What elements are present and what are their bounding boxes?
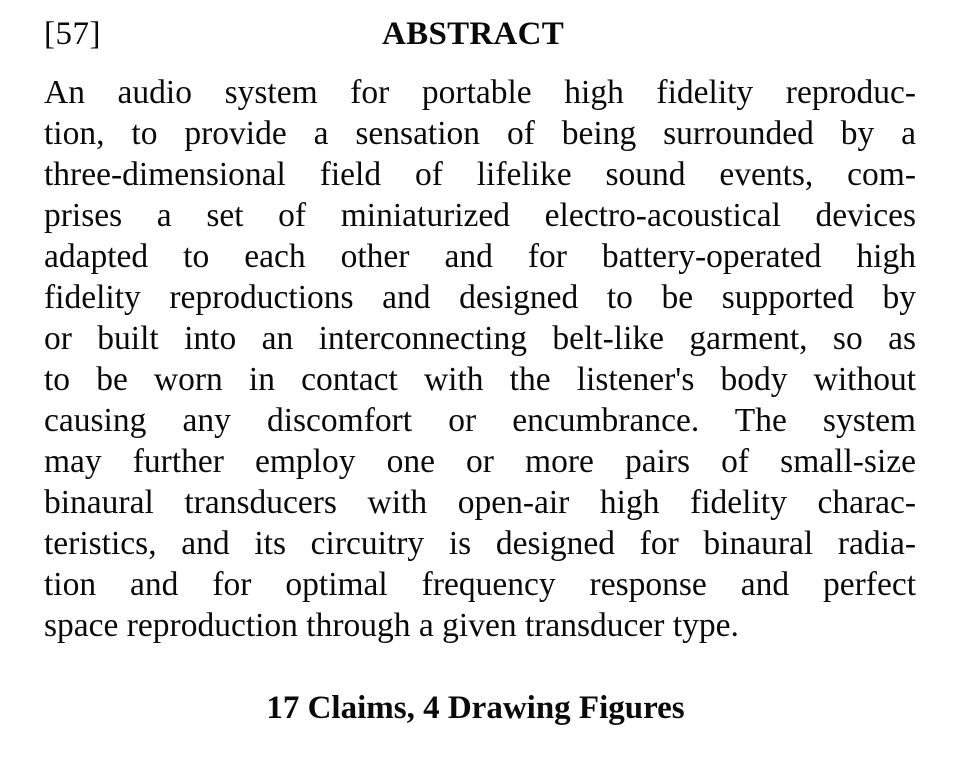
abstract-line: may further employ one or more pairs of small-size <box>44 443 916 480</box>
abstract-line: teristics, and its circuitry is designed for binaural radia- <box>44 525 916 562</box>
abstract-line: fidelity reproductions and designed to be supported by <box>44 279 916 316</box>
abstract-title: ABSTRACT <box>382 16 565 52</box>
abstract-line: to be worn in contact with the listener's body without <box>44 361 916 398</box>
abstract-line: tion and for optimal frequency response and perfect <box>44 566 916 603</box>
abstract-line: binaural transducers with open-air high fidelity charac- <box>44 484 916 521</box>
abstract-line: prises a set of miniaturized electro-acoustical devices <box>44 197 916 234</box>
abstract-line: causing any discomfort or encumbrance. The system <box>44 402 916 439</box>
abstract-line: three-dimensional field of lifelike sound events, com- <box>44 156 916 193</box>
abstract-line: space reproduction through a given transducer type. <box>44 607 739 644</box>
abstract-header <box>44 14 924 54</box>
abstract-line: adapted to each other and for battery-operated high <box>44 238 916 275</box>
abstract-line: An audio system for portable high fidelity reproduc- <box>44 74 916 111</box>
abstract-line: tion, to provide a sensation of being surrounded by a <box>44 115 916 152</box>
abstract-line: or built into an interconnecting belt-like garment, so as <box>44 320 916 357</box>
claims-text: 17 Claims, 4 Drawing Figures <box>266 690 685 726</box>
section-code: [57] <box>44 16 101 52</box>
abstract-body <box>44 72 916 646</box>
claims-summary <box>0 688 953 728</box>
